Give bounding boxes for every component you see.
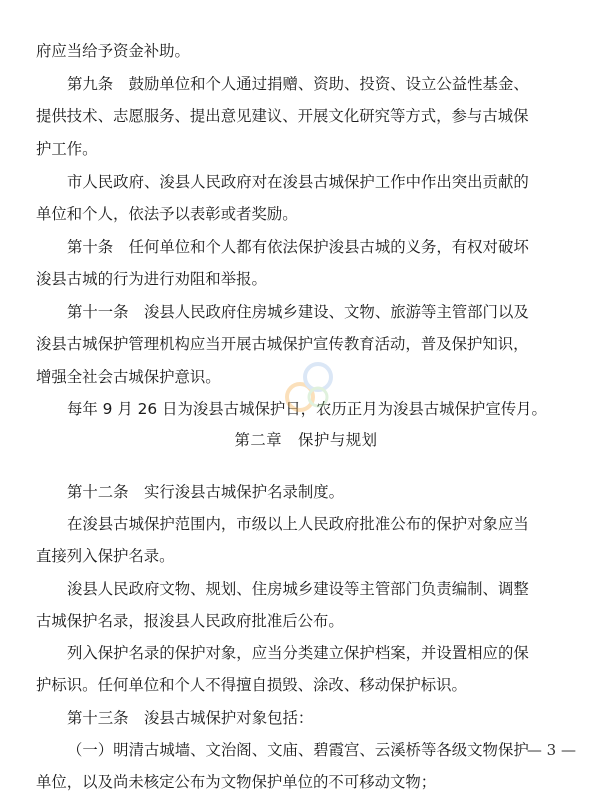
text-line-4: 护工作。 xyxy=(36,140,98,158)
text-line-10: 浚县古城保护管理机构应当开展古城保护宣传教育活动，普及保护知识， xyxy=(36,335,529,353)
text-line-1: 府应当给予资金补助。 xyxy=(36,42,190,60)
text-line-23: 单位，以及尚未核定公布为文物保护单位的不可移动文物； xyxy=(36,773,437,791)
text-line-12: 每年 9 月 26 日为浚县古城保护日，农历正月为浚县古城保护宣传月。 xyxy=(67,400,547,418)
chapter-heading: 第二章 保护与规划 xyxy=(234,431,378,449)
text-line-7: 第十条 任何单位和个人都有依法保护浚县古城的义务，有权对破坏 xyxy=(67,238,529,256)
text-line-15: 在浚县古城保护范围内，市级以上人民政府批准公布的保护对象应当 xyxy=(67,515,529,533)
text-line-20: 护标识。任何单位和个人不得擅自损毁、涂改、移动保护标识。 xyxy=(36,676,467,694)
text-line-3: 提供技术、志愿服务、提出意见建议、开展文化研究等方式，参与古城保 xyxy=(36,107,529,125)
text-line-9: 第十一条 浚县人民政府住房城乡建设、文物、旅游等主管部门以及 xyxy=(67,303,529,321)
text-line-11: 增强全社会古城保护意识。 xyxy=(36,368,221,386)
text-line-14: 第十二条 实行浚县古城保护名录制度。 xyxy=(67,483,345,501)
text-line-18: 古城保护名录，报浚县人民政府批准后公布。 xyxy=(36,612,344,630)
text-line-22: （一）明清古城墙、文治阁、文庙、碧霞宫、云溪桥等各级文物保护 xyxy=(67,741,529,759)
text-line-17: 浚县人民政府文物、规划、住房城乡建设等主管部门负责编制、调整 xyxy=(67,580,529,598)
page-number: — 3 — xyxy=(526,741,576,759)
text-line-5: 市人民政府、浚县人民政府对在浚县古城保护工作中作出突出贡献的 xyxy=(67,173,529,191)
text-line-19: 列入保护名录的保护对象，应当分类建立保护档案，并设置相应的保 xyxy=(67,644,529,662)
text-line-2: 第九条 鼓励单位和个人通过捐赠、资助、投资、设立公益性基金、 xyxy=(67,75,529,93)
watermark-logo-icon xyxy=(278,355,340,417)
text-line-8: 浚县古城的行为进行劝阻和举报。 xyxy=(36,270,267,288)
text-line-16: 直接列入保护名录。 xyxy=(36,547,175,565)
text-line-6: 单位和个人，依法予以表彰或者奖励。 xyxy=(36,205,298,223)
text-line-21: 第十三条 浚县古城保护对象包括： xyxy=(67,709,314,727)
